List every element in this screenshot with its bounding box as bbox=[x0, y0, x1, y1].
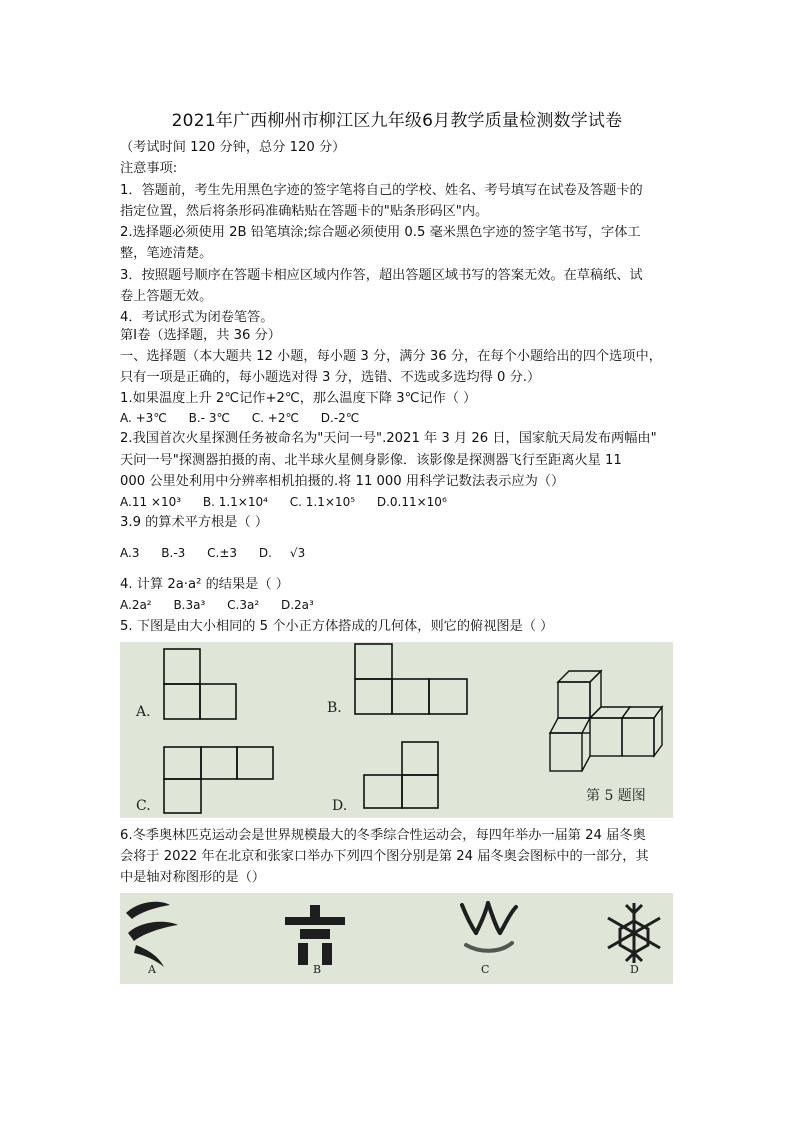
q1-option-d: D.-2℃ bbox=[320, 411, 360, 425]
q6-option-d-icon bbox=[608, 903, 660, 963]
q6-stem-line: 会将于 2022 年在北京和张家口举办下列四个图分别是第 24 届冬奥会图标中的一部分，其 bbox=[120, 849, 649, 864]
q1-option-c: C. +2℃ bbox=[251, 411, 299, 425]
q6-option-c-icon bbox=[462, 903, 516, 951]
q6-stem-line: 6.冬季奥林匹克运动会是世界规模最大的冬季综合性运动会，每四年举办一届第 24 届冬奥 bbox=[120, 828, 646, 843]
q1-option-b: B.- 3℃ bbox=[188, 411, 230, 425]
q6-option-b-icon bbox=[285, 905, 345, 965]
q2-option-c: C. 1.1×10⁵ bbox=[289, 495, 356, 509]
q5-option-d-view bbox=[364, 742, 438, 808]
q5-figure-drawing bbox=[120, 642, 673, 818]
q6-stem-line: 中是轴对称图形的是（） bbox=[120, 870, 266, 885]
exam-info: （考试时间 120 分钟，总分 120 分） bbox=[120, 140, 346, 155]
note-line: 1．答题前，考生先用黑色字迹的签字笔将自己的学校、姓名、考号填写在试卷及答题卡的 bbox=[120, 183, 643, 198]
q6-label-b: B bbox=[313, 963, 322, 976]
q5-label-d: D. bbox=[332, 798, 348, 814]
q4-option-c: C.3a² bbox=[227, 598, 260, 612]
q2-option-b: B. 1.1×10⁴ bbox=[202, 495, 268, 509]
q3-option-c: C.±3 bbox=[207, 546, 238, 560]
q2-stem-line: 天问一号"探测器拍摄的南、北半球火星侧身影像．该影像是探测器飞行至距离火星 11 bbox=[120, 453, 622, 468]
q5-figure bbox=[120, 642, 673, 818]
q5-option-a-view bbox=[164, 649, 236, 719]
q5-option-b-view bbox=[355, 644, 467, 714]
note-line: 指定位置，然后将条形码准确粘贴在答题卡的"贴条形码区"内。 bbox=[120, 204, 489, 219]
q6-option-a-icon bbox=[126, 902, 178, 967]
q5-label-b: B. bbox=[327, 700, 342, 716]
q5-label-a: A. bbox=[136, 704, 151, 720]
q2-option-a: A.11 ×10³ bbox=[120, 495, 182, 509]
q1-stem: 1.如果温度上升 2℃记作+2℃，那么温度下降 3℃记作（ ） bbox=[120, 391, 477, 406]
q3-option-b: B.-3 bbox=[161, 546, 186, 560]
q3-radicand: 3 bbox=[297, 546, 306, 560]
q4-stem: 4. 计算 2a·a² 的结果是（ ） bbox=[120, 577, 289, 592]
q5-label-c: C. bbox=[136, 798, 151, 814]
section1-line: 只有一项是正确的，每小题选对得 3 分，选错、不选或多选均得 0 分.） bbox=[120, 370, 541, 385]
q6-label-c: C bbox=[481, 963, 490, 976]
q2-options bbox=[120, 495, 465, 509]
q5-stem: 5. 下图是由大小相同的 5 个小正方体搭成的几何体，则它的俯视图是（ ） bbox=[120, 619, 554, 634]
q5-caption: 第 5 题图 bbox=[586, 788, 646, 804]
note-line: 3．按照题号顺序在答题卡相应区域内作答，超出答题区域书写的答案无效。在草稿纸、试 bbox=[120, 268, 643, 283]
exam-title: 2021年广西柳州市柳江区九年级6月教学质量检测数学试卷 bbox=[171, 111, 623, 131]
q6-figure-drawing bbox=[120, 893, 673, 984]
q6-label-a: A bbox=[148, 963, 156, 976]
note-line: 卷上答题无效。 bbox=[120, 289, 213, 304]
q2-stem-line: 000 公里处利用中分辨率相机拍摄的.将 11 000 用科学记数法表示应为（） bbox=[120, 474, 565, 489]
q6-label-d: D bbox=[630, 963, 639, 976]
q3-stem: 3.9 的算术平方根是（ ） bbox=[120, 515, 269, 530]
q3-options bbox=[120, 546, 341, 560]
q5-solid-figure bbox=[550, 671, 662, 771]
q5-option-c-view bbox=[164, 747, 273, 813]
q4-options bbox=[120, 598, 332, 612]
q6-figure bbox=[120, 893, 673, 984]
q3-option-a: A.3 bbox=[120, 546, 140, 560]
q2-option-d: D.0.11×10⁶ bbox=[376, 495, 447, 509]
section1-line: 一、选择题（本大题共 12 小题，每小题 3 分，满分 36 分，在每个小题给出的四个选项中， bbox=[120, 349, 662, 364]
q1-option-a: A. +3℃ bbox=[120, 411, 167, 425]
q4-option-b: B.3a³ bbox=[173, 598, 206, 612]
q4-option-a: A.2a² bbox=[120, 598, 152, 612]
note-line: 2.选择题必须使用 2B 铅笔填涂;综合题必须使用 0.5 毫米黑色字迹的签字笔书写，字体工 bbox=[120, 225, 641, 240]
note-line: 整，笔迹清楚。 bbox=[120, 246, 213, 261]
q1-options bbox=[120, 411, 377, 425]
q2-stem-line: 2.我国首次火星探测任务被命名为"天问一号".2021 年 3 月 26 日，国家航天局发布两幅由" bbox=[120, 431, 657, 446]
part1-heading: 第Ⅰ卷（选择题，共 36 分） bbox=[120, 328, 281, 343]
note-line: 4．考试形式为闭卷笔答。 bbox=[120, 310, 274, 325]
q4-option-d: D.2a³ bbox=[280, 598, 314, 612]
q3-option-d: D. √3 bbox=[258, 546, 306, 560]
notes-heading: 注意事项: bbox=[120, 161, 178, 176]
